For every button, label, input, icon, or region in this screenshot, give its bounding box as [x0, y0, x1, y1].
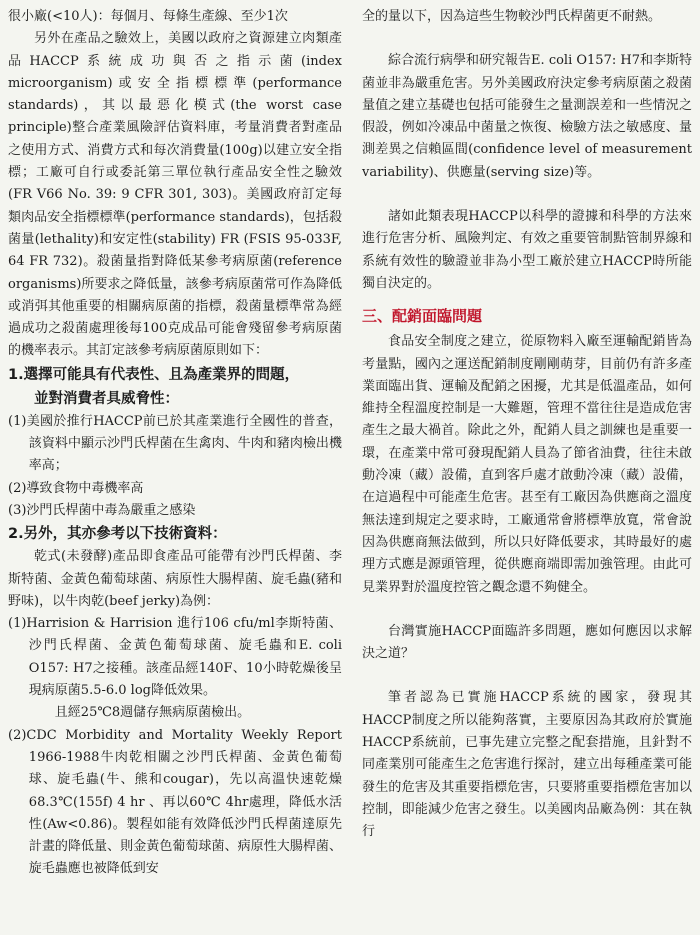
right-column [362, 6, 692, 844]
spacer [362, 184, 692, 206]
list-item: (2)CDC Morbidity and Mortality Weekly Report 1966-1988牛肉乾相關之沙門氏桿菌、金黃色葡萄球、旋毛蟲(牛、熊和cougar)，先以高溫快速乾燥68.3℃(155f) 4 hr 、再以60℃ 4hr處理，降低水活性(Aw<0.86)。製程如能有效降低沙門氏桿菌達原先計畫的降低量、則金黃色葡萄球菌、病原性大腸桿菌、旋毛蟲應也被降低到安 [8, 727, 342, 877]
list-item: (2)導致食物中毒機率高 [8, 480, 144, 496]
list-item-continuation: 且經25℃8週儲存無病原菌檢出。 [54, 705, 251, 721]
paragraph-scientific-evidence: 諸如此類表現HACCP以科學的證據和科學的方法來進行危害分析、風險判定、有效之重要管制點管制界線和系統有效性的驗證並非為小型工廠於建立HACCP時所能獨自決定的。 [362, 209, 692, 291]
spacer [362, 28, 692, 50]
paragraph-question: 台灣實施HACCP面臨許多問題，應如何應因以求解決之道？ [362, 623, 692, 662]
paragraph-author-view: 筆者認為已實施HACCP系統的國家，發現其HACCP制度之所以能夠落實，主要原因為其政府於實施HACCP系統前，已事先建立完整之配套措施，且針對不同產業別可能產生之危害進行探討，建立出每種產業可能發生的危害及其重要指標危害，只要將重要指標危害加以控制，即能減少危害之發生。以美國肉品廠為例：其在執行 [362, 690, 692, 840]
left-column [8, 6, 342, 881]
spacer [362, 599, 692, 621]
paragraph-performance-standards: 另外在產品之驗效上，美國以政府之資源建立肉類產品HACCP系統成功與否之指示菌(index microorganism)或安全指標標準(performance standards)，其以最惡化模式(the worst case principle)整合產業風險評估資料庫，考量消費者對產品之使用方式、消費方式和每次消費量(100g)以建立安全指標；工廠可自行或委託第三單位執行產品安全性之驗效(FR V66 No. 39: 9 CFR 301, 303)。美國政府訂定每類肉品安全指標標準(performance standards)，包括殺菌量(lethality)和安定性(stability) FR (FSIS 95-033F, 64 FR 732)。殺菌量指對降低某參考病原菌(reference organisms)所要求之降低量，該參考病原菌常可作為降低或消弭其他重要的相關病原菌的指標，殺菌量標準常為經過成功之殺菌處理後每100克成品可能會殘留參考病原菌的機率表示。其訂定該參考病原菌原則如下： [8, 31, 342, 359]
paragraph-distribution: 食品安全制度之建立，從原物料入廠至運輸配銷皆為考量點，國內之運送配銷制度剛剛萌芽，目前仍有許多產業面臨出貨、運輸及配銷之困擾，尤其是低溫產品，如何維持全程溫度控制是一大難題，管理不當往往是造成危害產生之最大禍首。除此之外，配銷人員之訓練也是重要一環，在產業中常可發現配銷人員為了節省油費，往往未啟動冷凍（藏）設備，直到客戶處才啟動冷凍（藏）設備，在這過程中可能產生危害。甚至有工廠因為供應商之溫度無法達到規定之要求時，工廠通常會將標準放寬，常會說因為供應商無法做到，所以只好降低要求，其時最好的處理方式應是源頭管理，從供應商端即需加強管理。由此可見業界對於溫度控管之觀念還不夠健全。 [362, 334, 692, 595]
heading-criteria-2: 2.另外，其亦參考以下技術資料： [8, 526, 227, 543]
list-item: (1)Harrision & Harrision 進行106 cfu/ml李斯特菌、沙門氏桿菌、金黃色葡萄球菌、旋毛蟲和E. coli O157: H7之接種。該產品經140F、10小時乾燥後呈現病原菌5.5-6.0 log降低效果。 [8, 616, 342, 699]
section-title-distribution: 三、配銷面臨問題 [362, 307, 483, 326]
paragraph-audit-frequency: 很小廠(<10人)：每個月、每條生產線、至少1次 [8, 9, 288, 24]
heading-criteria-1 [8, 363, 342, 411]
paragraph-continuation: 全的量以下，因為這些生物較沙門氏桿菌更不耐熱。 [362, 9, 662, 24]
paragraph-epidemiology: 綜合流行病學和研究報告E. coli O157: H7和李斯特菌並非為嚴重危害。另外美國政府決定參考病原菌之殺菌量值之建立基礎也包括可能發生之量測誤差和一些情況之假設，例如冷凍品中菌量之恢復、檢驗方法之敏感度、量測差異之信賴區間(confidence level of measurement variability)、供應量(serving size)等。 [362, 53, 692, 180]
list-item: (3)沙門氏桿菌中毒為嚴重之感染 [8, 502, 196, 518]
spacer [362, 665, 692, 687]
heading-criteria-1-line1: 1.選擇可能具有代表性、且為產業界的問題， [8, 366, 300, 383]
paragraph-dry-products: 乾式(未發酵)產品即食產品可能帶有沙門氏桿菌、李斯特菌、金黃色葡萄球菌、病原性大腸桿菌、旋毛蟲(豬和野味)，以牛肉乾(beef jerky)為例： [8, 549, 342, 609]
list-item: (1)美國於推行HACCP前已於其產業進行全國性的普查，該資料中顯示沙門氏桿菌在生禽肉、牛肉和豬肉檢出機率高； [8, 413, 342, 474]
heading-criteria-1-line2: 並對消費者具威脅性： [34, 390, 179, 407]
